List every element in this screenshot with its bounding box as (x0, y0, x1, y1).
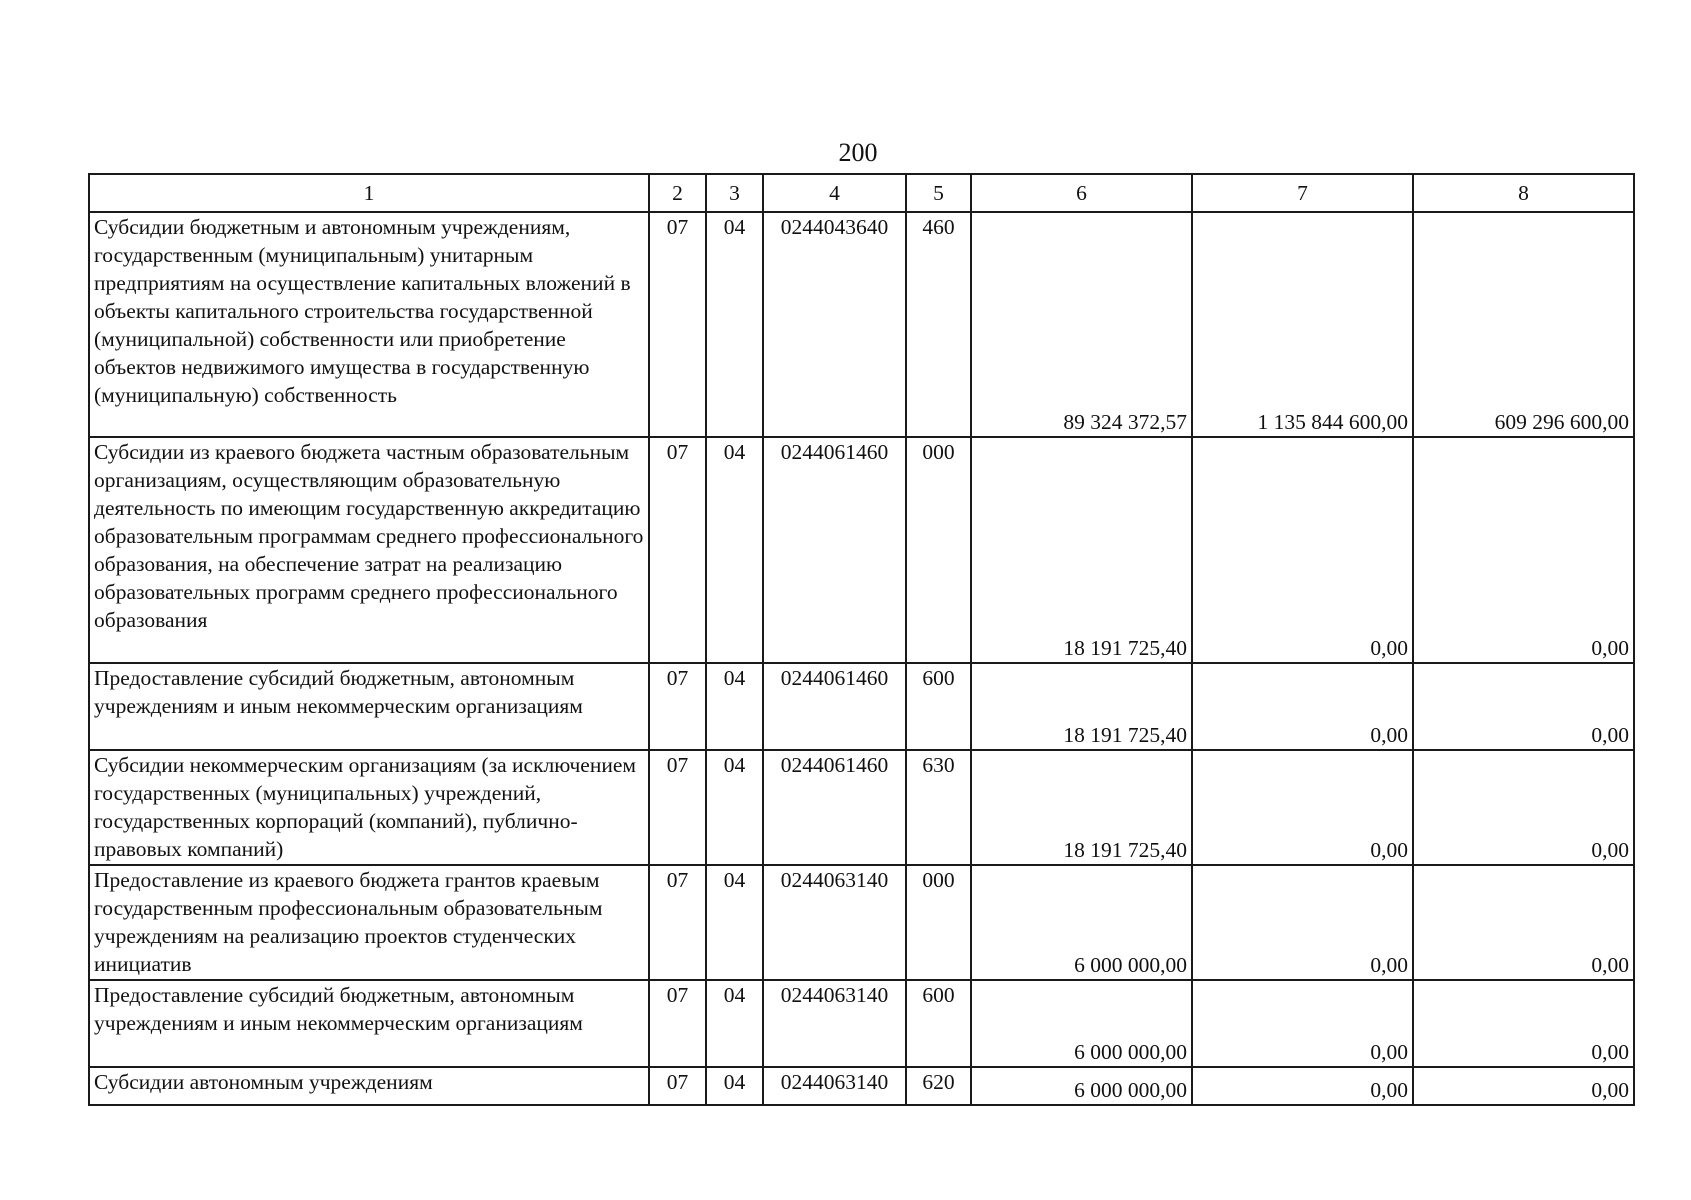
amount-col-7: 1 135 844 600,00 (1192, 212, 1413, 437)
amount-col-7: 0,00 (1192, 437, 1413, 663)
column-header: 7 (1192, 174, 1413, 212)
amount-col-8: 0,00 (1413, 980, 1634, 1067)
amount-col-7: 0,00 (1192, 980, 1413, 1067)
amount-col-8: 0,00 (1413, 663, 1634, 750)
amount-col-7: 0,00 (1192, 1067, 1413, 1105)
table-row (89, 212, 1634, 437)
target-article-code: 0244061460 (763, 750, 906, 865)
column-header: 8 (1413, 174, 1634, 212)
section-code: 07 (649, 750, 706, 865)
section-code: 07 (649, 437, 706, 663)
amount-col-8: 0,00 (1413, 750, 1634, 865)
item-name: Субсидии из краевого бюджета частным образовательным организациям, осуществляющим образовательную деятельность по имеющим государственную аккредитацию образовательным программам среднего профессионального образования, на обеспечение затрат на реализацию образовательных программ среднего профессионального образования (89, 437, 649, 663)
subsection-code: 04 (706, 437, 763, 663)
expense-type-code: 620 (906, 1067, 971, 1105)
section-code: 07 (649, 212, 706, 437)
amount-col-6: 89 324 372,57 (971, 212, 1192, 437)
amount-col-7: 0,00 (1192, 750, 1413, 865)
amount-col-6: 18 191 725,40 (971, 437, 1192, 663)
item-name: Субсидии некоммерческим организациям (за исключением государственных (муниципальных) учреждений, государственных корпораций (компаний), публично-правовых компаний) (89, 750, 649, 865)
amount-col-6: 6 000 000,00 (971, 865, 1192, 980)
table-row (89, 1067, 1634, 1105)
section-code: 07 (649, 663, 706, 750)
amount-col-8: 0,00 (1413, 865, 1634, 980)
section-code: 07 (649, 980, 706, 1067)
target-article-code: 0244061460 (763, 437, 906, 663)
amount-col-6: 6 000 000,00 (971, 1067, 1192, 1105)
target-article-code: 0244063140 (763, 865, 906, 980)
column-header: 6 (971, 174, 1192, 212)
page-number: 200 (838, 138, 878, 167)
column-header: 5 (906, 174, 971, 212)
section-code: 07 (649, 865, 706, 980)
column-header: 1 (89, 174, 649, 212)
expense-type-code: 600 (906, 980, 971, 1067)
amount-col-7: 0,00 (1192, 865, 1413, 980)
item-name: Субсидии бюджетным и автономным учреждениям, государственным (муниципальным) унитарным предприятиям на осуществление капитальных вложений в объекты капитального строительства государственной (муниципальной) собственности или приобретение объектов недвижимого имущества в государственную (муниципальную) собственность (89, 212, 649, 437)
expense-type-code: 000 (906, 437, 971, 663)
amount-col-8: 0,00 (1413, 1067, 1634, 1105)
subsection-code: 04 (706, 663, 763, 750)
amount-col-6: 18 191 725,40 (971, 663, 1192, 750)
target-article-code: 0244063140 (763, 980, 906, 1067)
expense-type-code: 460 (906, 212, 971, 437)
section-code: 07 (649, 1067, 706, 1105)
subsection-code: 04 (706, 1067, 763, 1105)
table-row (89, 865, 1634, 980)
table-row (89, 663, 1634, 750)
item-name: Предоставление из краевого бюджета грантов краевым государственным профессиональным образовательным учреждениям на реализацию проектов студенческих инициатив (89, 865, 649, 980)
expense-type-code: 630 (906, 750, 971, 865)
column-header: 2 (649, 174, 706, 212)
subsection-code: 04 (706, 980, 763, 1067)
target-article-code: 0244061460 (763, 663, 906, 750)
subsection-code: 04 (706, 865, 763, 980)
target-article-code: 0244043640 (763, 212, 906, 437)
amount-col-8: 0,00 (1413, 437, 1634, 663)
target-article-code: 0244063140 (763, 1067, 906, 1105)
column-header: 3 (706, 174, 763, 212)
item-name: Предоставление субсидий бюджетным, автономным учреждениям и иным некоммерческим организациям (89, 663, 649, 750)
amount-col-8: 609 296 600,00 (1413, 212, 1634, 437)
expense-type-code: 600 (906, 663, 971, 750)
table-row (89, 750, 1634, 865)
amount-col-6: 18 191 725,40 (971, 750, 1192, 865)
column-header: 4 (763, 174, 906, 212)
table-row (89, 980, 1634, 1067)
budget-table (88, 173, 1635, 1106)
header-row (89, 174, 1634, 212)
subsection-code: 04 (706, 750, 763, 865)
item-name: Субсидии автономным учреждениям (89, 1067, 649, 1105)
expense-type-code: 000 (906, 865, 971, 980)
amount-col-7: 0,00 (1192, 663, 1413, 750)
item-name: Предоставление субсидий бюджетным, автономным учреждениям и иным некоммерческим организациям (89, 980, 649, 1067)
table-row (89, 437, 1634, 663)
amount-col-6: 6 000 000,00 (971, 980, 1192, 1067)
subsection-code: 04 (706, 212, 763, 437)
